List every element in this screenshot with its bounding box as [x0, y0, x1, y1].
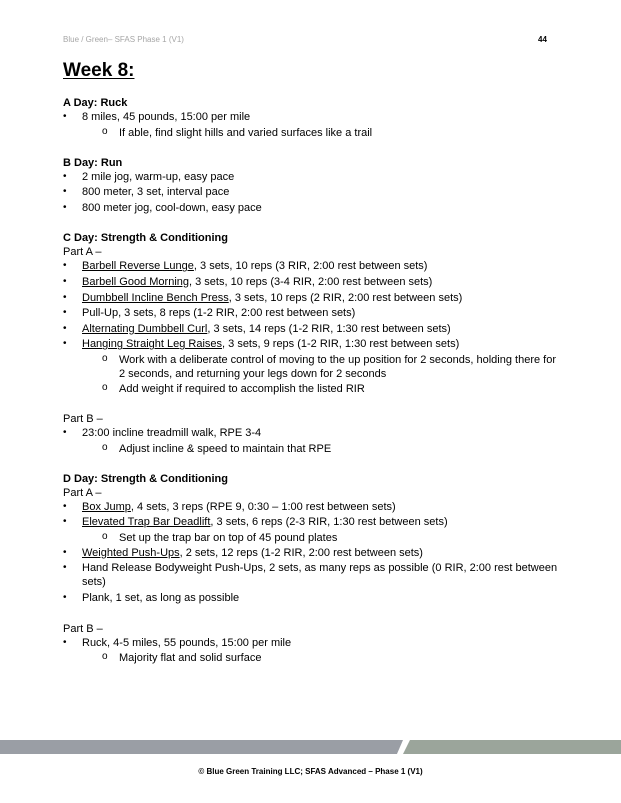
- exercise-link[interactable]: Box Jump: [82, 500, 131, 513]
- section-title: A Day: Ruck: [63, 97, 128, 109]
- list-item: [63, 546, 563, 560]
- item-text: 8 miles, 45 pounds, 15:00 per mile: [82, 111, 251, 123]
- sub-bullet-icon: o: [102, 651, 108, 663]
- sub-list-item: [63, 382, 563, 396]
- list-item: [63, 185, 563, 199]
- item-text: , 2 sets, 12 reps (1-2 RIR, 2:00 rest between sets): [179, 546, 423, 559]
- bullet-icon: •: [63, 186, 67, 198]
- bullet-icon: •: [63, 170, 67, 182]
- list-item: [63, 259, 563, 273]
- bullet-icon: •: [63, 322, 67, 334]
- bullet-icon: •: [63, 500, 67, 512]
- part-b-label: Part B –: [63, 412, 103, 425]
- week-title: Week 8:: [63, 60, 135, 81]
- sub-list-item: [63, 126, 563, 140]
- item-text: 23:00 incline treadmill walk, RPE 3-4: [82, 426, 262, 439]
- header-page-number: 44: [538, 35, 547, 44]
- list-item: [63, 201, 563, 215]
- sub-list-item: [63, 353, 563, 381]
- sub-item-text: Set up the trap bar on top of 45 pound plates: [119, 531, 338, 544]
- exercise-link[interactable]: Barbell Reverse Lunge: [82, 260, 194, 273]
- section-title: C Day: Strength & Conditioning: [63, 232, 228, 245]
- footer-bar-green: [403, 740, 621, 754]
- part-b-label: Part B –: [63, 622, 103, 635]
- exercise-link[interactable]: Weighted Push-Ups: [82, 546, 180, 559]
- item-text: 800 meter, 3 set, interval pace: [82, 186, 230, 199]
- item-text: Pull-Up, 3 sets, 8 reps (1-2 RIR, 2:00 rest between sets): [82, 307, 356, 320]
- list-item: [63, 561, 563, 589]
- item-text: , 3 sets, 10 reps (2 RIR, 2:00 rest between sets): [228, 291, 463, 304]
- bullet-icon: •: [63, 260, 67, 272]
- bullet-icon: •: [63, 111, 67, 122]
- exercise-link[interactable]: Dumbbell Incline Bench Press: [82, 291, 229, 304]
- bullet-icon: •: [63, 426, 67, 438]
- list-item: [63, 500, 563, 514]
- section-c-day: [63, 231, 563, 455]
- section-a-day: [63, 96, 563, 140]
- item-text: , 3 sets, 6 reps (2-3 RIR, 1:30 rest between sets): [210, 516, 448, 529]
- part-a-label: Part A –: [63, 486, 102, 499]
- section-title: D Day: Strength & Conditioning: [63, 472, 228, 485]
- item-text: , 3 sets, 10 reps (3 RIR, 2:00 rest between sets): [193, 260, 428, 273]
- list-item: [63, 322, 563, 336]
- sub-list-item: [63, 442, 563, 456]
- bullet-icon: •: [63, 636, 67, 648]
- bullet-list: [63, 636, 563, 666]
- item-text: Hand Release Bodyweight Push-Ups, 2 sets, as many reps as possible (0 RIR, 2:00 rest between sets): [82, 562, 558, 589]
- bullet-icon: •: [63, 201, 67, 213]
- bullet-icon: •: [63, 291, 67, 303]
- sub-item-text: Adjust incline & speed to maintain that RPE: [119, 442, 332, 455]
- bullet-list: [63, 500, 563, 605]
- bullet-icon: •: [63, 546, 67, 558]
- bullet-list: [63, 110, 563, 140]
- sub-bullet-icon: o: [102, 381, 108, 393]
- footer-bar-grey: [0, 740, 403, 754]
- sub-item-text: Majority flat and solid surface: [119, 652, 262, 665]
- bullet-icon: •: [63, 591, 67, 603]
- sub-bullet-icon: o: [102, 352, 108, 364]
- list-item: [63, 170, 563, 184]
- section-d-day: [63, 472, 563, 666]
- bullet-list: [63, 426, 563, 456]
- section-b-day: [63, 156, 563, 215]
- section-title: B Day: Run: [63, 156, 123, 169]
- item-text: , 4 sets, 3 reps (RPE 9, 0:30 – 1:00 rest between sets): [130, 500, 396, 513]
- list-item: [63, 291, 563, 305]
- list-item: [63, 275, 563, 289]
- item-text: 800 meter jog, cool-down, easy pace: [82, 201, 262, 214]
- sub-list-item: [63, 651, 563, 665]
- exercise-link[interactable]: Elevated Trap Bar Deadlift: [82, 516, 211, 529]
- list-item: [63, 426, 563, 440]
- exercise-link[interactable]: Hanging Straight Leg Raises: [82, 338, 223, 351]
- document-body: [63, 96, 563, 666]
- sub-bullet-icon: o: [102, 530, 108, 542]
- item-text: , 3 sets, 9 reps (1-2 RIR, 1:30 rest between sets): [222, 338, 460, 351]
- sub-bullet-icon: o: [102, 125, 108, 137]
- bullet-icon: •: [63, 516, 67, 528]
- sub-list-item: [63, 531, 563, 545]
- bullet-icon: •: [63, 275, 67, 287]
- bullet-list: [63, 170, 563, 215]
- item-text: Plank, 1 set, as long as possible: [82, 591, 240, 604]
- item-text: Ruck, 4-5 miles, 55 pounds, 15:00 per mile: [82, 636, 292, 649]
- list-item: [63, 306, 563, 320]
- list-item: [63, 337, 563, 351]
- sub-item-text: Work with a deliberate control of moving to the up position for 2 seconds, holding there for 2 seconds, and returning your legs down for 2 seconds: [119, 353, 556, 380]
- bullet-icon: •: [63, 338, 67, 350]
- part-a-label: Part A –: [63, 246, 102, 259]
- sub-bullet-icon: o: [102, 441, 108, 453]
- exercise-link[interactable]: Alternating Dumbbell Curl: [82, 322, 208, 335]
- list-item: [63, 636, 563, 650]
- bullet-icon: •: [63, 307, 67, 319]
- header-doc-title: Blue / Green– SFAS Phase 1 (V1): [63, 35, 184, 44]
- list-item: [63, 515, 563, 529]
- bullet-list: [63, 259, 563, 396]
- list-item: [63, 110, 563, 124]
- list-item: [63, 591, 563, 605]
- footer-decorative-bar: [0, 740, 621, 754]
- item-text: 2 mile jog, warm-up, easy pace: [82, 170, 235, 183]
- item-text: , 3 sets, 10 reps (3-4 RIR, 2:00 rest between sets): [189, 275, 433, 288]
- item-text: , 3 sets, 14 reps (1-2 RIR, 1:30 rest between sets): [207, 322, 451, 335]
- sub-item-text: Add weight if required to accomplish the listed RIR: [119, 382, 365, 395]
- exercise-link[interactable]: Barbell Good Morning: [82, 275, 190, 288]
- bullet-icon: •: [63, 562, 67, 574]
- footer-copyright: © Blue Green Training LLC; SFAS Advanced – Phase 1 (V1): [198, 767, 423, 776]
- sub-item-text: If able, find slight hills and varied surfaces like a trail: [119, 126, 373, 139]
